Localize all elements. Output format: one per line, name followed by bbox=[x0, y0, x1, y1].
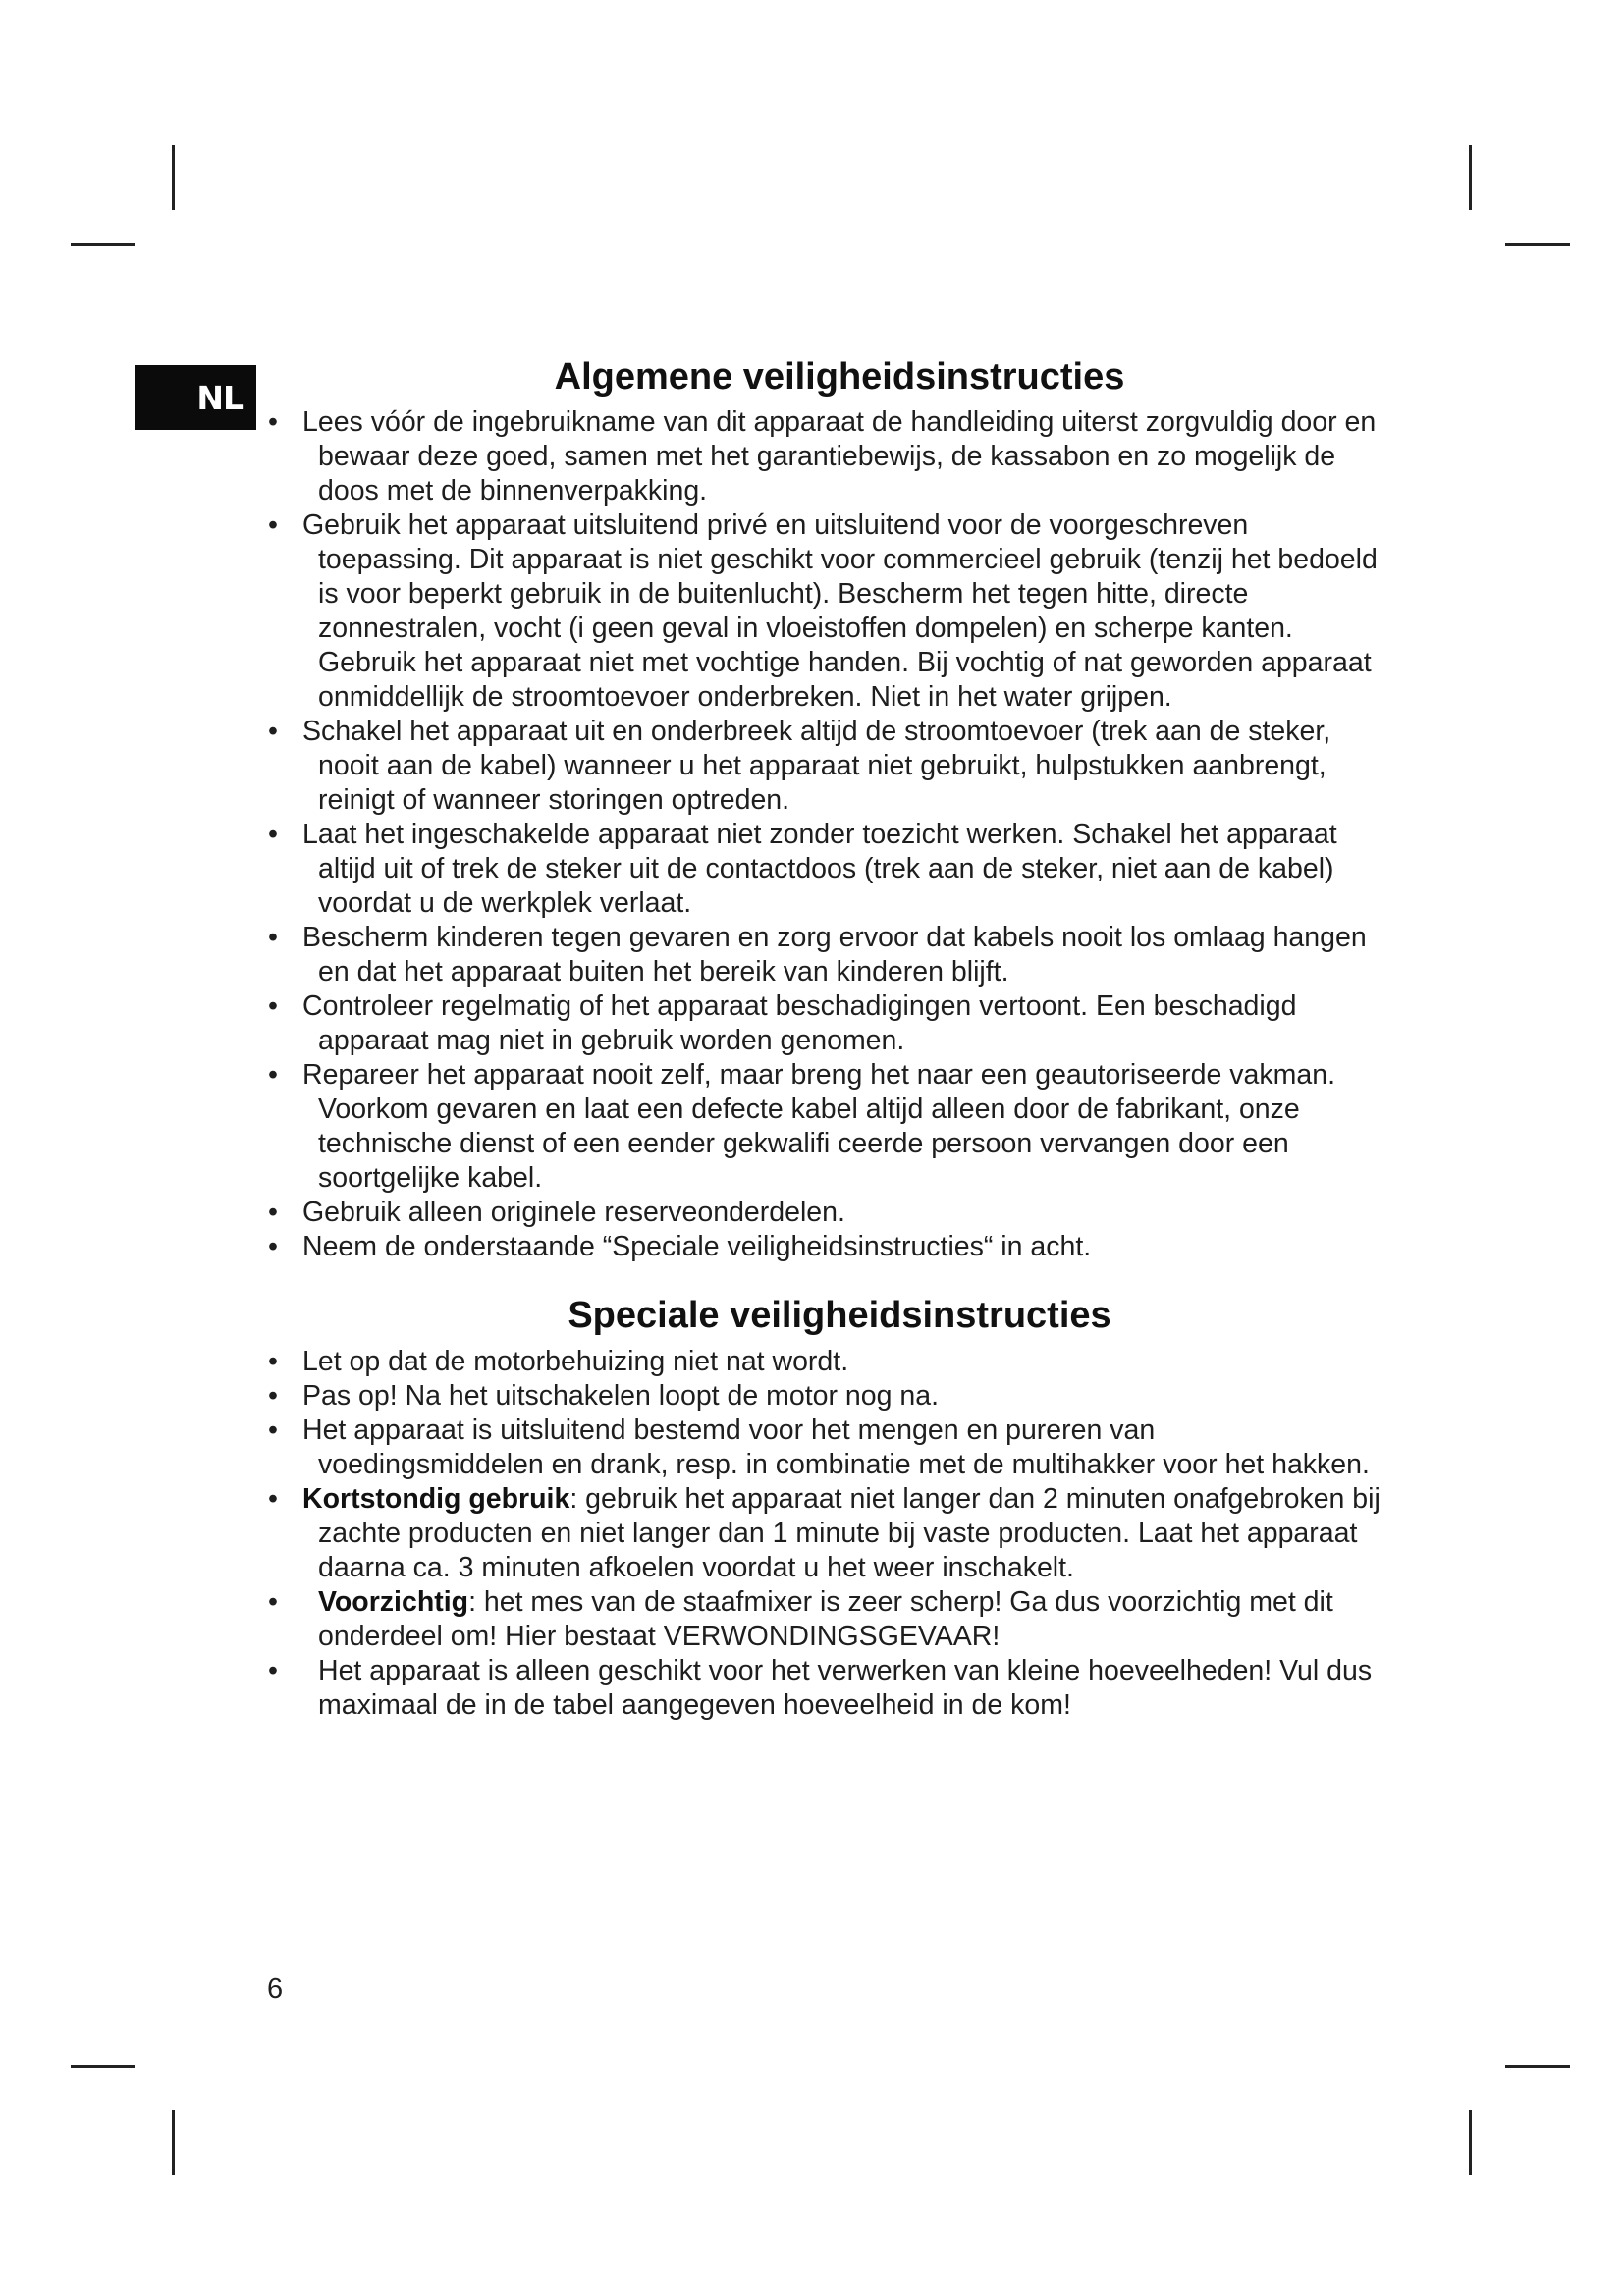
page-number: 6 bbox=[267, 1973, 284, 2004]
list-item: • Controleer regelmatig of het apparaat beschadigingen vertoont. Een beschadigd apparaat mag niet in gebruik worden genomen. bbox=[268, 990, 1297, 1057]
list-item: • Lees vóór de ingebruikname van dit apparaat de handleiding uiterst zorgvuldig door en bewaar deze goed, samen met het garantiebewijs, de kassabon en zo mogelijk de doos met de binnenverpakking. bbox=[268, 406, 1377, 507]
list-item: • Let op dat de motorbehuizing niet nat wordt. bbox=[268, 1345, 849, 1377]
list-item: • Gebruik alleen originele reserveonderdelen. bbox=[268, 1197, 845, 1229]
list-item: • Bescherm kinderen tegen gevaren en zorg ervoor dat kabels nooit los omlaag hangen en dat het apparaat buiten het bereik van kinderen blijft. bbox=[268, 922, 1367, 988]
crop-mark-bottom-left-horizontal bbox=[71, 2065, 135, 2068]
language-tab: NL bbox=[135, 365, 256, 430]
list-item-caution-warning: • Voorzichtig: het mes van de staafmixer is zeer scherp! Ga dus voorzichtig met dit onderdeel om! Hier bestaat VERWONDINGSGEVAAR! bbox=[268, 1585, 1333, 1652]
general-safety-list bbox=[265, 405, 1384, 1264]
general-safety-heading: Algemene veiligheidsinstructies bbox=[554, 356, 1125, 398]
list-item: • Het apparaat is uitsluitend bestemd voor het mengen en pureren van voedingsmiddelen en drank, resp. in combinatie met de multihakker voor het hakken. bbox=[268, 1414, 1370, 1480]
list-item: • Het apparaat is alleen geschikt voor het verwerken van kleine hoeveelheden! Vul dus maximaal de in de tabel aangegeven hoeveelheid in de kom! bbox=[268, 1654, 1373, 1721]
special-safety-list bbox=[265, 1345, 1384, 1723]
list-item: • Pas op! Na het uitschakelen loopt de motor nog na. bbox=[268, 1379, 939, 1412]
crop-mark-top-right-horizontal bbox=[1505, 243, 1570, 246]
special-safety-heading: Speciale veiligheidsinstructies bbox=[568, 1295, 1111, 1337]
page-content bbox=[265, 353, 1384, 1723]
crop-mark-bottom-right-vertical bbox=[1469, 2110, 1472, 2175]
list-item: • Schakel het apparaat uit en onderbreek altijd de stroomtoevoer (trek aan de steker, nooit aan de kabel) wanneer u het apparaat niet gebruikt, hulpstukken aanbrengt, reinigt of wanneer storingen optreden. bbox=[268, 716, 1331, 817]
crop-mark-top-left-horizontal bbox=[71, 243, 135, 246]
crop-mark-bottom-right-horizontal bbox=[1505, 2065, 1570, 2068]
list-item: • Laat het ingeschakelde apparaat niet zonder toezicht werken. Schakel het apparaat altijd uit of trek de steker uit de contactdoos (trek aan de steker, niet aan de kabel) voordat u de werkplek verlaat. bbox=[268, 819, 1337, 920]
list-item: • Repareer het apparaat nooit zelf, maar breng het naar een geautoriseerde vakman. Voorkom gevaren en laat een defecte kabel altijd alleen door de fabrikant, onze technische dienst of een eender gekwalifi ceerde persoon vervangen door een soortgelijke kabel. bbox=[268, 1059, 1335, 1195]
list-item: • Neem de onderstaande “Speciale veiligheidsinstructies“ in acht. bbox=[268, 1231, 1092, 1263]
list-item-short-use-warning: • Kortstondig gebruik: gebruik het apparaat niet langer dan 2 minuten onafgebroken bij zachte producten en niet langer dan 1 minute bij vaste producten. Laat het apparaat daarna ca. 3 minuten afkoelen voordat u het weer inschakelt. bbox=[268, 1482, 1380, 1583]
list-item: • Gebruik het apparaat uitsluitend privé en uitsluitend voor de voorgeschreven toepassing. Dit apparaat is niet geschikt voor commercieel gebruik (tenzij het bedoeld is voor beperkt gebruik in de buitenlucht). Bescherm het tegen hitte, directe zonnestralen, vocht (i geen geval in vloeistoffen dompelen) en scherpe kanten. Gebruik het apparaat niet met vochtige handen. Bij vochtig of nat geworden apparaat onmiddellijk de stroomtoevoer onderbreken. Niet in het water grijpen. bbox=[268, 509, 1378, 714]
crop-mark-top-left-vertical bbox=[172, 145, 175, 210]
crop-mark-top-right-vertical bbox=[1469, 145, 1472, 210]
crop-mark-bottom-left-vertical bbox=[172, 2110, 175, 2175]
